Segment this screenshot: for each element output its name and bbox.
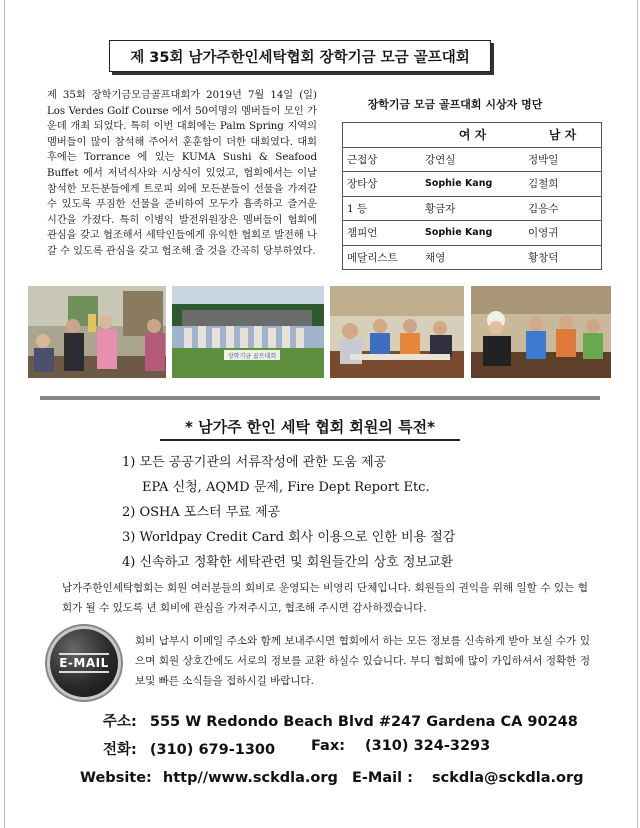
award-cell: 장타상 (343, 172, 422, 197)
female-cell: Sophie Kang (421, 221, 524, 246)
table-row (343, 221, 602, 246)
list-item: 2) OSHA 포스터 무료 제공 (122, 505, 281, 520)
email-label: E-Mail : (352, 770, 413, 786)
winners-title: 장학기금 모금 골프대회 시상자 명단 (367, 98, 543, 111)
phone-label: 전화: (103, 742, 137, 758)
email-paragraph: 회비 납부시 이메일 주소와 함께 보내주시면 협회에서 하는 모든 정보를 신속하게 받아 보실 수가 있으며 회원 상호간에도 서로의 정보를 교환 하실수 있습니다. 부디 협회에 많이 가입하셔서 정확한 정보및 빠른 소식들을 접하시길 바랍니다. (135, 635, 590, 687)
photo-dinner-1 (330, 286, 464, 378)
list-item: 4) 신속하고 정확한 세탁관련 및 회원들간의 상호 정보교환 (122, 555, 454, 570)
photo-banner-text: 장학기금 골프대회 (227, 353, 277, 360)
fax-value: (310) 324-3293 (365, 738, 491, 754)
address-label: 주소: (103, 714, 137, 730)
table-row (343, 245, 602, 270)
table-row (343, 172, 602, 197)
page-border-left (4, 0, 5, 828)
list-item: 3) Worldpay Credit Card 회사 이용으로 인한 비용 절감 (122, 530, 456, 545)
membership-paragraph: 남가주한인세탁협회는 회원 여러분들의 회비로 운영되는 비영리 단체입니다. 회원들의 권익을 위해 일할 수 있는 협회가 될 수 있도록 년 회비에 관심을 가져주시고, 협조해 주시면 감사하겠습니다. (62, 582, 588, 614)
photo-award-presentation (28, 286, 166, 378)
winners-header-row (343, 123, 602, 148)
female-cell: 황금자 (421, 196, 524, 221)
male-cell: 황창덕 (524, 245, 602, 270)
table-row (343, 147, 602, 172)
intro-paragraph: 제 35회 장학기금모금골프대회가 2019년 7월 14일 (일) Los Verdes Golf Course 에서 50여명의 멤버들이 모인 가운데 개최 되었다. 특히 이번 대회에는 Palm Spring 지역의 멤버들이 많이 참석해 주어서 훈훈함이 더한 대회였다. 대회 후에는 Torrance 에 있는 KUMA Sushi & Seafood Buffet 에서 저녁식사와 시상식이 있었고, 협회에서는 이날 참석한 모든분들에게 트로피 외에 모든분들이 선물을 가져갈 수 있도록 푸짐한 선물을 준비하여 모두가 흡족하고 즐거운 시간을 가졌다. 특히 이병익 발전위원장은 멤버들이 협회에 관심을 갖고 협조해서 세탁인들에게 유익한 협회로 발전해 나갈 수 있도록 관심을 갖고 협조해 줄 것을 간곡히 당부하였다. (47, 90, 317, 257)
website-link[interactable]: http//www.sckdla.org (162, 770, 338, 786)
list-item: 1) 모든 공공기관의 서류작성에 관한 도움 제공 (122, 455, 387, 470)
fax-label: Fax: (311, 738, 345, 754)
award-cell: 근접상 (343, 147, 422, 172)
phone-value: (310) 679-1300 (149, 742, 276, 758)
list-item-sub: EPA 신청, AQMD 문제, Fire Dept Report Etc. (142, 480, 430, 495)
female-cell: 채영 (421, 245, 524, 270)
address-value: 555 W Redondo Beach Blvd #247 Gardena CA 90248 (149, 714, 578, 730)
winners-header-female: 여 자 (421, 123, 524, 148)
section-divider (40, 396, 600, 400)
address-line (103, 710, 578, 731)
female-cell: 강연실 (421, 147, 524, 172)
benefits-title: * 남가주 한인 세탁 협회 회원의 특전* (160, 416, 460, 441)
photo-dinner-2 (471, 286, 611, 378)
male-cell: 김철희 (524, 172, 602, 197)
email-logo (50, 629, 118, 697)
winners-table (342, 122, 602, 270)
winners-header-award (343, 123, 422, 148)
award-cell: 1 등 (343, 196, 422, 221)
photo-group (172, 286, 324, 378)
award-cell: 챔피언 (343, 221, 422, 246)
award-cell: 메달리스트 (343, 245, 422, 270)
female-cell: Sophie Kang (421, 172, 524, 197)
email-link[interactable]: sckdla@sckdla.org (432, 770, 584, 786)
male-cell: 김응수 (524, 196, 602, 221)
male-cell: 이영귀 (524, 221, 602, 246)
male-cell: 정박일 (524, 147, 602, 172)
phone-line (103, 738, 583, 759)
benefits-list (122, 450, 592, 575)
page-border-right (637, 0, 638, 828)
website-label: Website: (80, 770, 152, 786)
email-logo-text: E-MAIL (59, 653, 109, 673)
table-row (343, 196, 602, 221)
page-title: 제 35회 남가주한인세탁협회 장학기금 모금 골프대회 (109, 40, 491, 72)
web-line (80, 770, 590, 786)
winners-header-male: 남 자 (524, 123, 602, 148)
